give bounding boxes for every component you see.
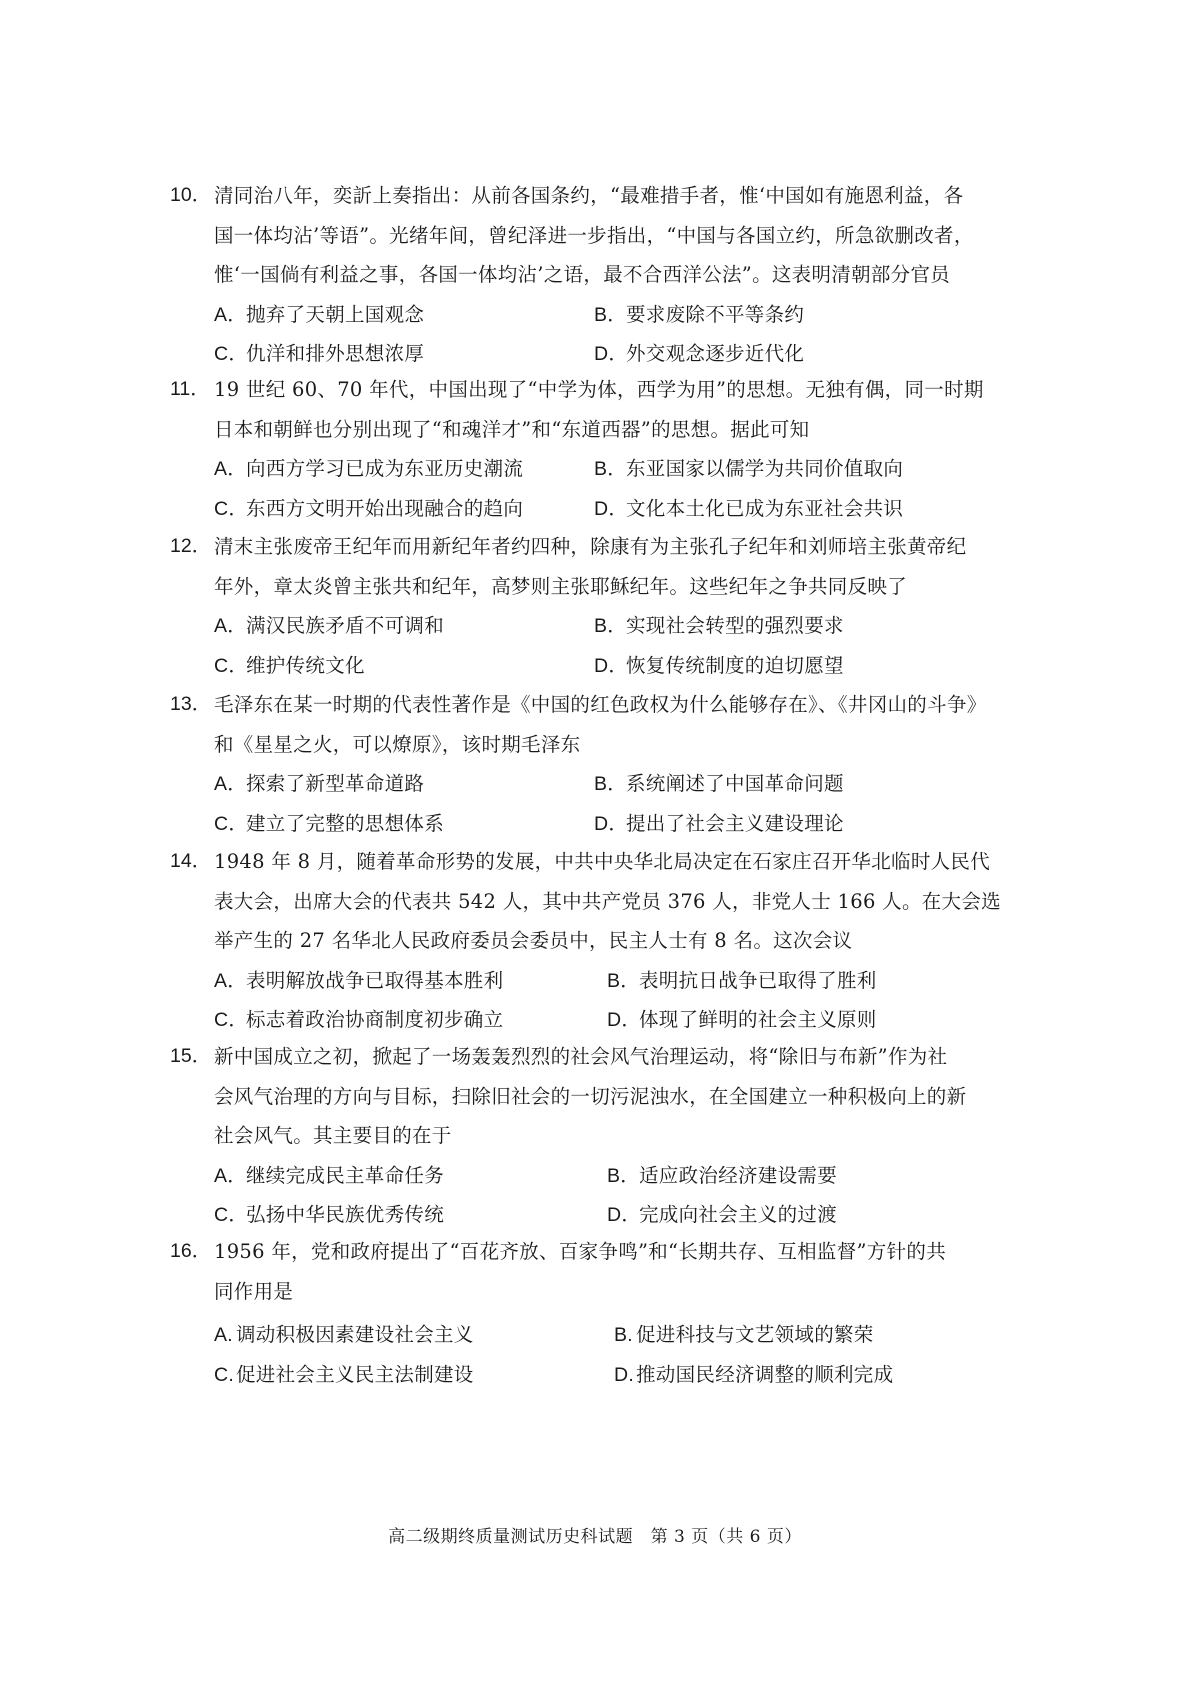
question-stem-line: 清同治八年，奕訢上奏指出：从前各国条约，“最难措手者，惟‘中国如有施恩利益，各 bbox=[214, 184, 964, 207]
options bbox=[170, 961, 1030, 1040]
option-d: D．提出了社会主义建设理论 bbox=[594, 811, 844, 835]
options bbox=[170, 606, 1030, 685]
question-stem-line: 会风气治理的方向与目标，扫除旧社会的一切污泥浊水，在全国建立一种积极向上的新 bbox=[214, 1084, 967, 1108]
option-b: B．表明抗日战争已取得了胜利 bbox=[607, 968, 877, 992]
question-12 bbox=[170, 527, 1030, 685]
option-b: B. 促进科技与文艺领域的繁荣 bbox=[614, 1323, 874, 1346]
question-stem-line: 毛泽东在某一时期的代表性著作是《中国的红色政权为什么能够存在》、《井冈山的斗争》 bbox=[214, 693, 987, 716]
question-15 bbox=[170, 1037, 1030, 1235]
options bbox=[170, 1156, 1030, 1235]
question-number: 11． bbox=[170, 378, 210, 400]
page-footer: 高二级期终质量测试历史科试题 第 3 页（共 6 页） bbox=[388, 1527, 802, 1547]
options bbox=[170, 449, 1030, 528]
question-10 bbox=[170, 176, 1030, 374]
option-d: D．文化本土化已成为东亚社会共识 bbox=[594, 496, 904, 520]
question-number: 16． bbox=[170, 1240, 212, 1262]
question-stem-line: 日本和朝鲜也分别出现了“和魂洋才”和“东道西器”的思想。据此可知 bbox=[214, 417, 810, 441]
option-c: C．标志着政治协商制度初步确立 bbox=[214, 1008, 504, 1031]
question-number: 12． bbox=[170, 535, 212, 557]
question-stem-line: 国一体均沾’等语”。光绪年间，曾纪泽进一步指出，“中国与各国立约，所急欲删改者， bbox=[214, 223, 974, 247]
option-a: A．向西方学习已成为东亚历史潮流 bbox=[214, 457, 524, 480]
option-c: C．仇洋和排外思想浓厚 bbox=[214, 342, 425, 365]
options bbox=[170, 1315, 1030, 1394]
option-a: A．抛弃了天朝上国观念 bbox=[214, 302, 425, 326]
question-stem-line: 和《星星之火，可以燎原》，该时期毛泽东 bbox=[214, 732, 581, 756]
question-stem-line: 1948 年 8 月，随着革命形势的发展，中共中央华北局决定在石家庄召开华北临时人民代 bbox=[214, 850, 991, 873]
option-d: D.推动国民经济调整的顺利完成 bbox=[614, 1362, 894, 1386]
option-a: A．表明解放战争已取得基本胜利 bbox=[214, 968, 504, 992]
options bbox=[170, 295, 1030, 374]
option-d: D．恢复传统制度的迫切愿望 bbox=[594, 653, 844, 677]
option-a: A．满汉民族矛盾不可调和 bbox=[214, 614, 445, 637]
option-c: C．建立了完整的思想体系 bbox=[214, 811, 445, 835]
option-a: A．探索了新型革命道路 bbox=[214, 772, 425, 795]
question-stem-line: 1956 年，党和政府提出了“百花齐放、百家争鸣”和“长期共存、互相监督”方针的共 bbox=[214, 1240, 947, 1263]
option-b: B．适应政治经济建设需要 bbox=[607, 1163, 838, 1187]
option-c: C．维护传统文化 bbox=[214, 653, 365, 677]
question-number: 13． bbox=[170, 693, 212, 715]
option-b: B．实现社会转型的强烈要求 bbox=[594, 614, 844, 637]
question-13 bbox=[170, 685, 1030, 843]
question-stem-line: 年外，章太炎曾主张共和纪年，高梦则主张耶稣纪年。这些纪年之争共同反映了 bbox=[214, 574, 908, 598]
question-stem-line: 表大会，出席大会的代表共 542 人，其中共产党员 376 人，非党人士 166 人。在大会选 bbox=[214, 889, 1001, 913]
question-number: 10． bbox=[170, 184, 212, 206]
option-d: D．完成向社会主义的过渡 bbox=[607, 1203, 838, 1226]
option-a: A. 调动积极因素建设社会主义 bbox=[214, 1323, 474, 1346]
question-stem-line: 社会风气。其主要目的在于 bbox=[214, 1124, 452, 1147]
question-stem-line: 19 世纪 60、70 年代，中国出现了“中学为体，西学为用”的思想。无独有偶，同一时期 bbox=[214, 378, 984, 401]
question-number: 14． bbox=[170, 850, 212, 872]
option-c: C.促进社会主义民主法制建设 bbox=[214, 1362, 474, 1386]
question-11 bbox=[170, 370, 1030, 528]
option-c: C．弘扬中华民族优秀传统 bbox=[214, 1203, 445, 1226]
question-stem-line: 清末主张废帝王纪年而用新纪年者约四种，除康有为主张孔子纪年和刘师培主张黄帝纪 bbox=[214, 535, 967, 558]
option-c: C．东西方文明开始出现融合的趋向 bbox=[214, 496, 524, 520]
options bbox=[170, 764, 1030, 843]
question-stem-line: 同作用是 bbox=[214, 1279, 294, 1303]
question-stem-line: 新中国成立之初，掀起了一场轰轰烈烈的社会风气治理运动，将“除旧与布新”作为社 bbox=[214, 1045, 948, 1068]
question-16 bbox=[170, 1232, 1030, 1394]
question-stem-line: 举产生的 27 名华北人民政府委员会委员中，民主人士有 8 名。这次会议 bbox=[214, 929, 853, 952]
option-d: D．外交观念逐步近代化 bbox=[594, 342, 805, 365]
option-d: D．体现了鲜明的社会主义原则 bbox=[607, 1008, 877, 1031]
option-b: B．东亚国家以儒学为共同价值取向 bbox=[594, 457, 904, 480]
question-number: 15． bbox=[170, 1045, 212, 1067]
question-stem-line: 惟‘一国倘有利益之事，各国一体均沾’之语，最不合西洋公法”。这表明清朝部分官员 bbox=[214, 263, 951, 286]
question-14 bbox=[170, 842, 1030, 1040]
option-b: B．要求废除不平等条约 bbox=[594, 302, 805, 326]
option-b: B．系统阐述了中国革命问题 bbox=[594, 772, 844, 795]
option-a: A．继续完成民主革命任务 bbox=[214, 1163, 445, 1187]
